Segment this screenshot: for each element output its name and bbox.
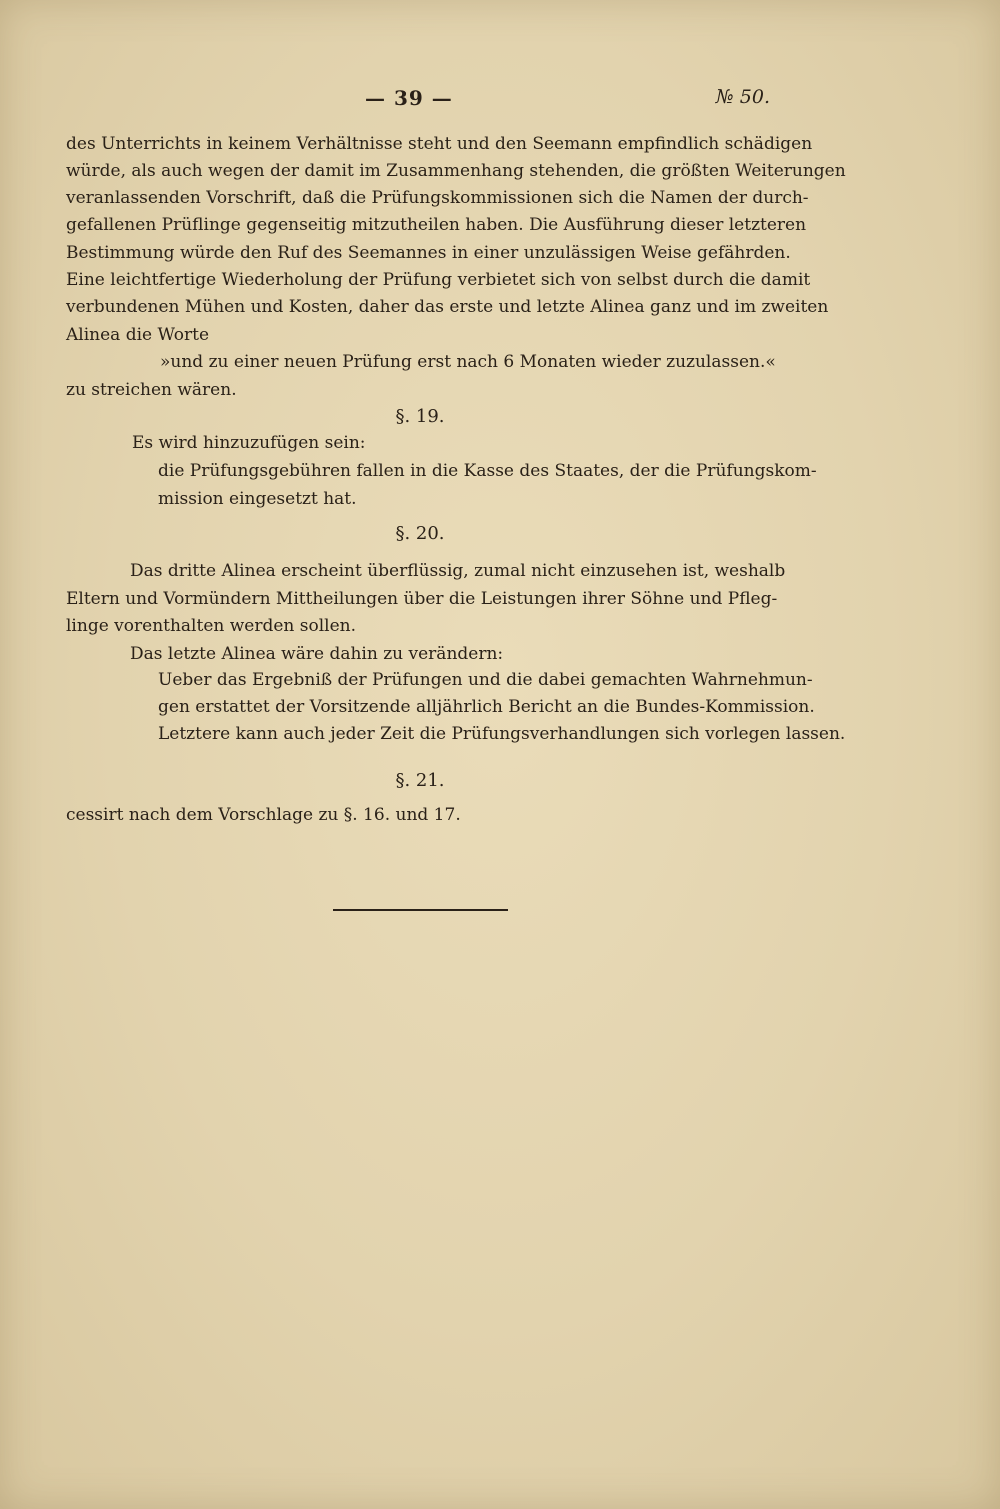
- text-line: Letztere kann auch jeder Zeit die Prüfungsverhandlungen sich vorlegen lassen.: [158, 724, 846, 744]
- text-line: des Unterrichts in keinem Verhältnisse steht und den Seemann empfindlich schädigen: [66, 134, 813, 154]
- text-line: Alinea die Worte: [66, 325, 210, 345]
- text-line: Bestimmung würde den Ruf des Seemannes in einer unzulässigen Weise gefährden.: [66, 243, 791, 263]
- text-line: mission eingesetzt hat.: [158, 489, 357, 509]
- text-line: die Prüfungsgebühren fallen in die Kasse des Staates, der die Prüfungskom-: [158, 461, 817, 481]
- text-line: Eine leichtfertige Wiederholung der Prüfung verbietet sich von selbst durch die damit: [66, 270, 811, 290]
- closing-rule: [333, 909, 508, 911]
- text-line: veranlassenden Vorschrift, daß die Prüfungskommissionen sich die Namen der durch-: [66, 188, 809, 208]
- text-line: gen erstattet der Vorsitzende alljährlich Bericht an die Bundes-Kommission.: [158, 697, 815, 717]
- section-heading-21: §. 21.: [395, 770, 445, 791]
- text-line: Es wird hinzuzufügen sein:: [132, 433, 366, 453]
- document-number: № 50.: [715, 86, 770, 108]
- text-line: zu streichen wären.: [66, 380, 237, 400]
- text-line: Das letzte Alinea wäre dahin zu verändern:: [130, 644, 504, 664]
- page-header: [0, 86, 1000, 116]
- text-line: Eltern und Vormündern Mittheilungen über die Leistungen ihrer Söhne und Pfleg-: [66, 589, 778, 609]
- section-heading-19: §. 19.: [395, 406, 445, 427]
- text-line: linge vorenthalten werden sollen.: [66, 616, 357, 636]
- text-line: Ueber das Ergebniß der Prüfungen und die dabei gemachten Wahrnehmun-: [158, 670, 813, 690]
- text-line: cessirt nach dem Vorschlage zu §. 16. und 17.: [66, 805, 461, 825]
- text-line: würde, als auch wegen der damit im Zusammenhang stehenden, die größten Weiterungen: [66, 161, 846, 181]
- quoted-words: »und zu einer neuen Prüfung erst nach 6 Monaten wieder zuzulassen.«: [160, 352, 776, 372]
- text-line: Das dritte Alinea erscheint überflüssig, zumal nicht einzusehen ist, weshalb: [130, 561, 786, 581]
- text-line: gefallenen Prüflinge gegenseitig mitzutheilen haben. Die Ausführung dieser letzteren: [66, 215, 807, 235]
- section-heading-20: §. 20.: [395, 523, 445, 544]
- page-number: — 39 —: [365, 86, 453, 110]
- text-line: verbundenen Mühen und Kosten, daher das erste und letzte Alinea ganz und im zweiten: [66, 297, 829, 317]
